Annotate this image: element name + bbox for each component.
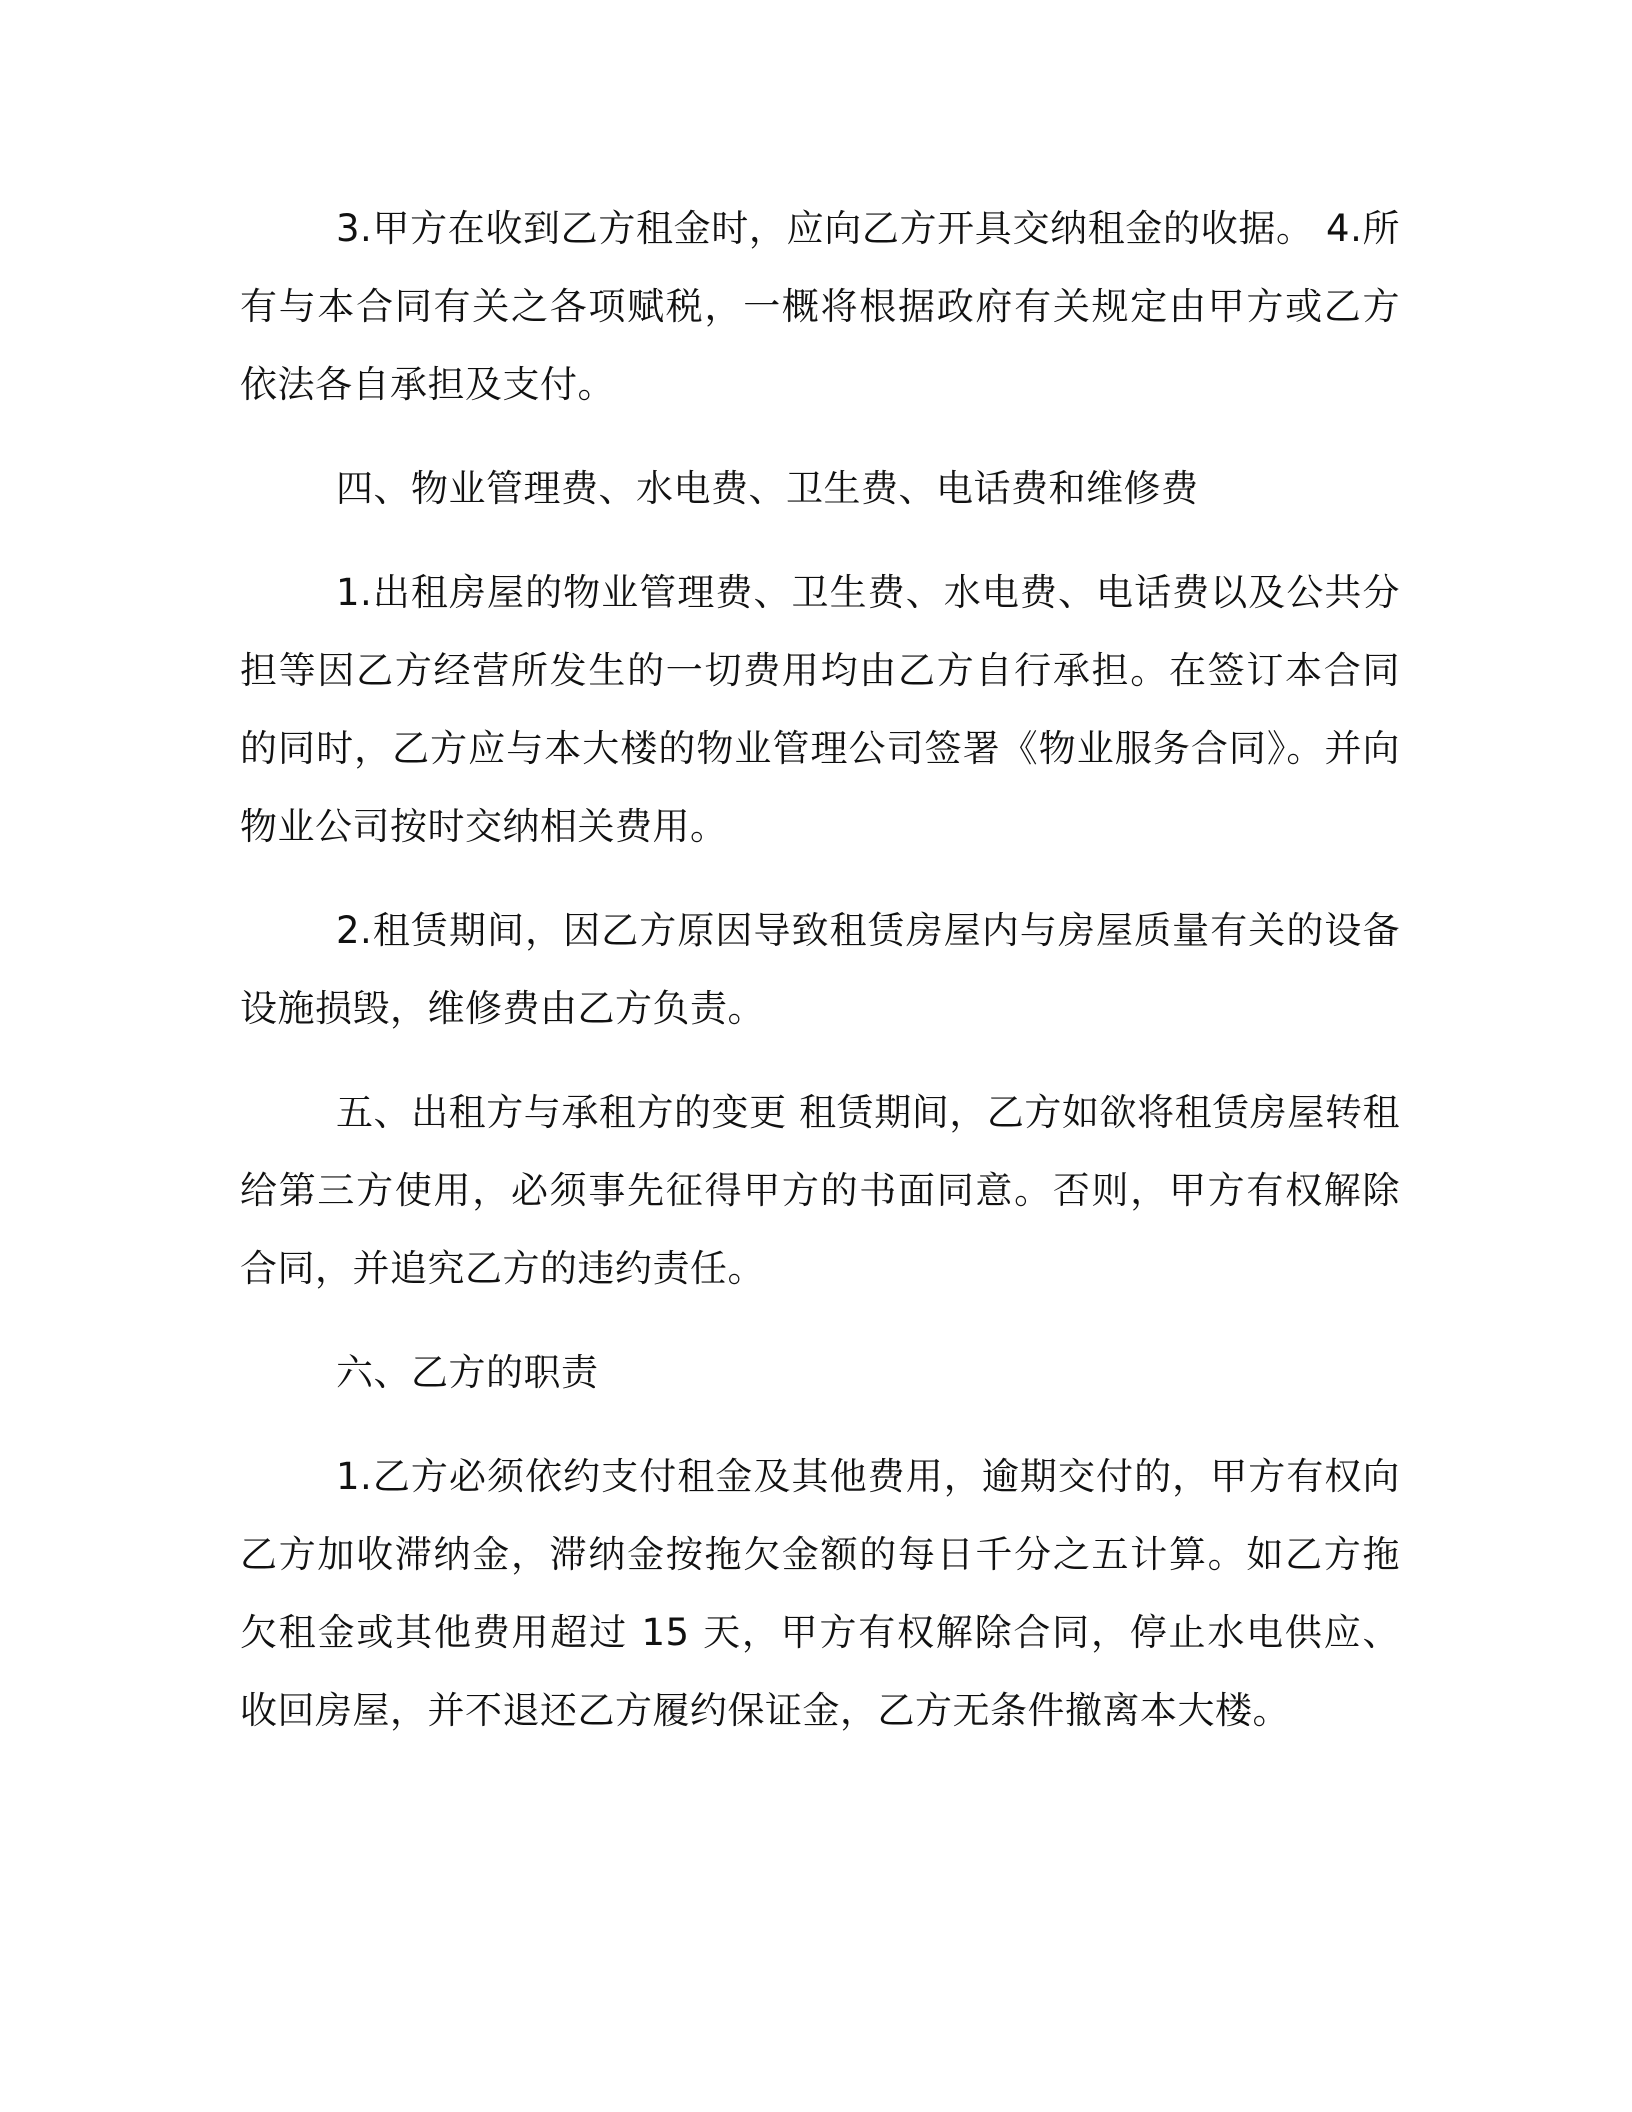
paragraph-section-5: 五、出租方与承租方的变更 租赁期间，乙方如欲将租赁房屋转租给第三方使用，必须事先征得甲方的书面同意。否则，甲方有权解除合同，并追究乙方的违约责任。 (240, 1091, 1400, 1290)
paragraph-clause-4-2: 2.租赁期间，因乙方原因导致租赁房屋内与房屋质量有关的设备设施损毁，维修费由乙方负责。 (240, 909, 1400, 1030)
paragraph-gap (240, 528, 1400, 554)
paragraph-gap (240, 1048, 1400, 1074)
paragraph-clause-3: 3.甲方在收到乙方租金时，应向乙方开具交纳租金的收据。 4.所有与本合同有关之各项赋税，一概将根据政府有关规定由甲方或乙方依法各自承担及支付。 (240, 207, 1400, 406)
section-heading-4: 四、物业管理费、水电费、卫生费、电话费和维修费 (336, 467, 1199, 510)
paragraph-gap (240, 424, 1400, 450)
paragraph-gap (240, 1308, 1400, 1334)
paragraph-gap (240, 866, 1400, 892)
document-body (240, 190, 1400, 1750)
paragraph-gap (240, 1412, 1400, 1438)
paragraph-clause-4-1: 1.出租房屋的物业管理费、卫生费、水电费、电话费以及公共分担等因乙方经营所发生的一切费用均由乙方自行承担。在签订本合同的同时，乙方应与本大楼的物业管理公司签署《物业服务合同》。并向物业公司按时交纳相关费用。 (240, 571, 1400, 848)
paragraph-clause-6-1: 1.乙方必须依约支付租金及其他费用，逾期交付的，甲方有权向乙方加收滞纳金，滞纳金按拖欠金额的每日千分之五计算。如乙方拖欠租金或其他费用超过 15 天，甲方有权解除合同，停止水电供应、收回房屋，并不退还乙方履约保证金，乙方无条件撤离本大楼。 (240, 1455, 1400, 1732)
section-heading-6: 六、乙方的职责 (336, 1351, 599, 1394)
